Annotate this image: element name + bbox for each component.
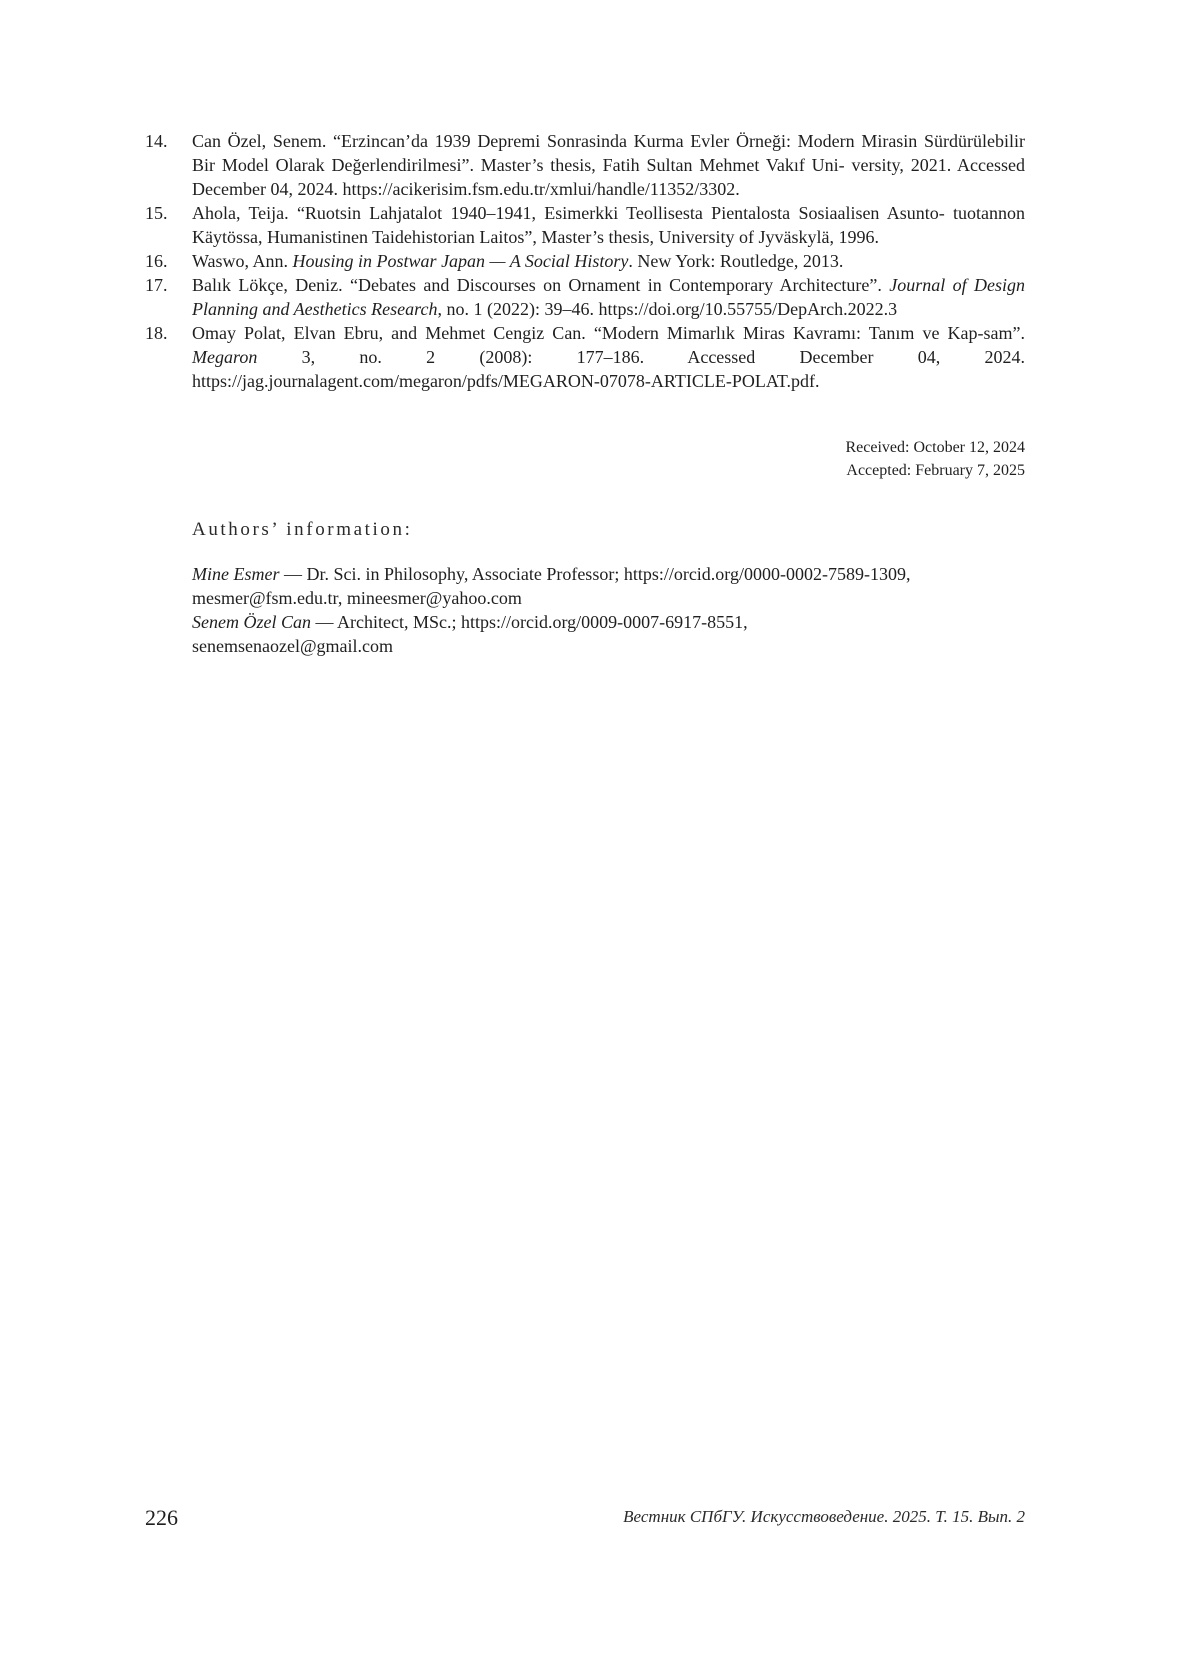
reference-number: 17. <box>145 275 168 295</box>
reference-text: Balık Lökçe, Deniz. “Debates and Discourses on Ornament in Contemporary Architecture”. <box>192 275 890 295</box>
reference-number: 16. <box>145 251 168 271</box>
author-entry <box>192 562 1032 586</box>
reference-line: versity, 2021. Accessed December 04, 2024. https://acikerisim.fsm.edu.tr/xmlui/handle/11352/3302. <box>192 155 1026 199</box>
author-name: Mine Esmer <box>192 564 280 584</box>
page-number: 226 <box>145 1505 178 1530</box>
reference-line: 1996. <box>838 227 879 247</box>
reference-number: 18. <box>145 323 168 343</box>
article-dates <box>846 436 1026 482</box>
reference-text: . New York: Routledge, 2013. <box>628 251 844 271</box>
reference-text: , no. 1 (2022): 39–46. https://doi.org/10.55755/DepArch.2022.3 <box>437 299 898 319</box>
accepted-date: Accepted: February 7, 2025 <box>846 462 1025 479</box>
reference-line: tuotannon Käytössa, Humanistinen Taidehistorian Laitos”, Master’s thesis, University of Jyväskylä, <box>192 203 1026 247</box>
author-entry <box>192 610 1032 634</box>
reference-item <box>145 321 1025 393</box>
authors-info <box>192 562 1032 658</box>
reference-text: 3, no. 2 (2008): 177–186. Accessed December 04, 2024. https://jag.journalagent.com/megaron/pdfs/MEGARON-07078-ARTICLE-POLAT.pdf. <box>192 347 1025 391</box>
reference-item <box>145 249 1025 273</box>
reference-line: Can Özel, Senem. “Erzincan’da 1939 Depremi Sonrasinda Kurma Evler Örneği: Modern Mirasin <box>192 131 918 151</box>
received-date: Received: October 12, 2024 <box>845 439 1025 456</box>
reference-line: Sürdürülebilir Bir Model Olarak Değerlendirilmesi”. Master’s thesis, Fatih Sultan Mehmet Vakıf Uni- <box>192 131 1025 175</box>
author-details: — Dr. Sci. in Philosophy, Associate Professor; https://orcid.org/0000-0002-7589-1309, <box>279 564 911 584</box>
reference-line: Ahola, Teija. “Ruotsin Lahjatalot 1940–1941, Esimerkki Teollisesta Pientalosta Sosiaalisen Asunto- <box>192 203 945 223</box>
author-details: — Architect, MSc.; https://orcid.org/0009-0007-6917-8551, <box>310 612 748 632</box>
author-name: Senem Özel Can <box>192 612 311 632</box>
reference-title: Megaron <box>192 347 258 367</box>
reference-text: Waswo, Ann. <box>192 251 293 271</box>
authors-heading: Authors’ information: <box>192 519 413 540</box>
reference-title: Housing in Postwar Japan — A Social History <box>292 251 629 271</box>
references-list <box>145 129 1025 393</box>
journal-running-footer: Вестник СПбГУ. Искусствоведение. 2025. Т. 15. Вып. 2 <box>623 1507 1025 1526</box>
author-contact: senemsenaozel@gmail.com <box>192 636 394 656</box>
reference-item <box>145 129 1025 201</box>
reference-text: Omay Polat, Elvan Ebru, and Mehmet Cengiz Can. “Modern Mimarlık Miras Kavramı: Tanım ve Kap-sam”. <box>192 323 1025 343</box>
reference-item <box>145 201 1025 249</box>
author-contact: mesmer@fsm.edu.tr, mineesmer@yahoo.com <box>192 588 522 608</box>
reference-item <box>145 273 1025 321</box>
reference-number: 14. <box>145 131 168 151</box>
reference-title: Journal of Design Planning and Aesthetics Research <box>192 275 1025 319</box>
reference-number: 15. <box>145 203 168 223</box>
